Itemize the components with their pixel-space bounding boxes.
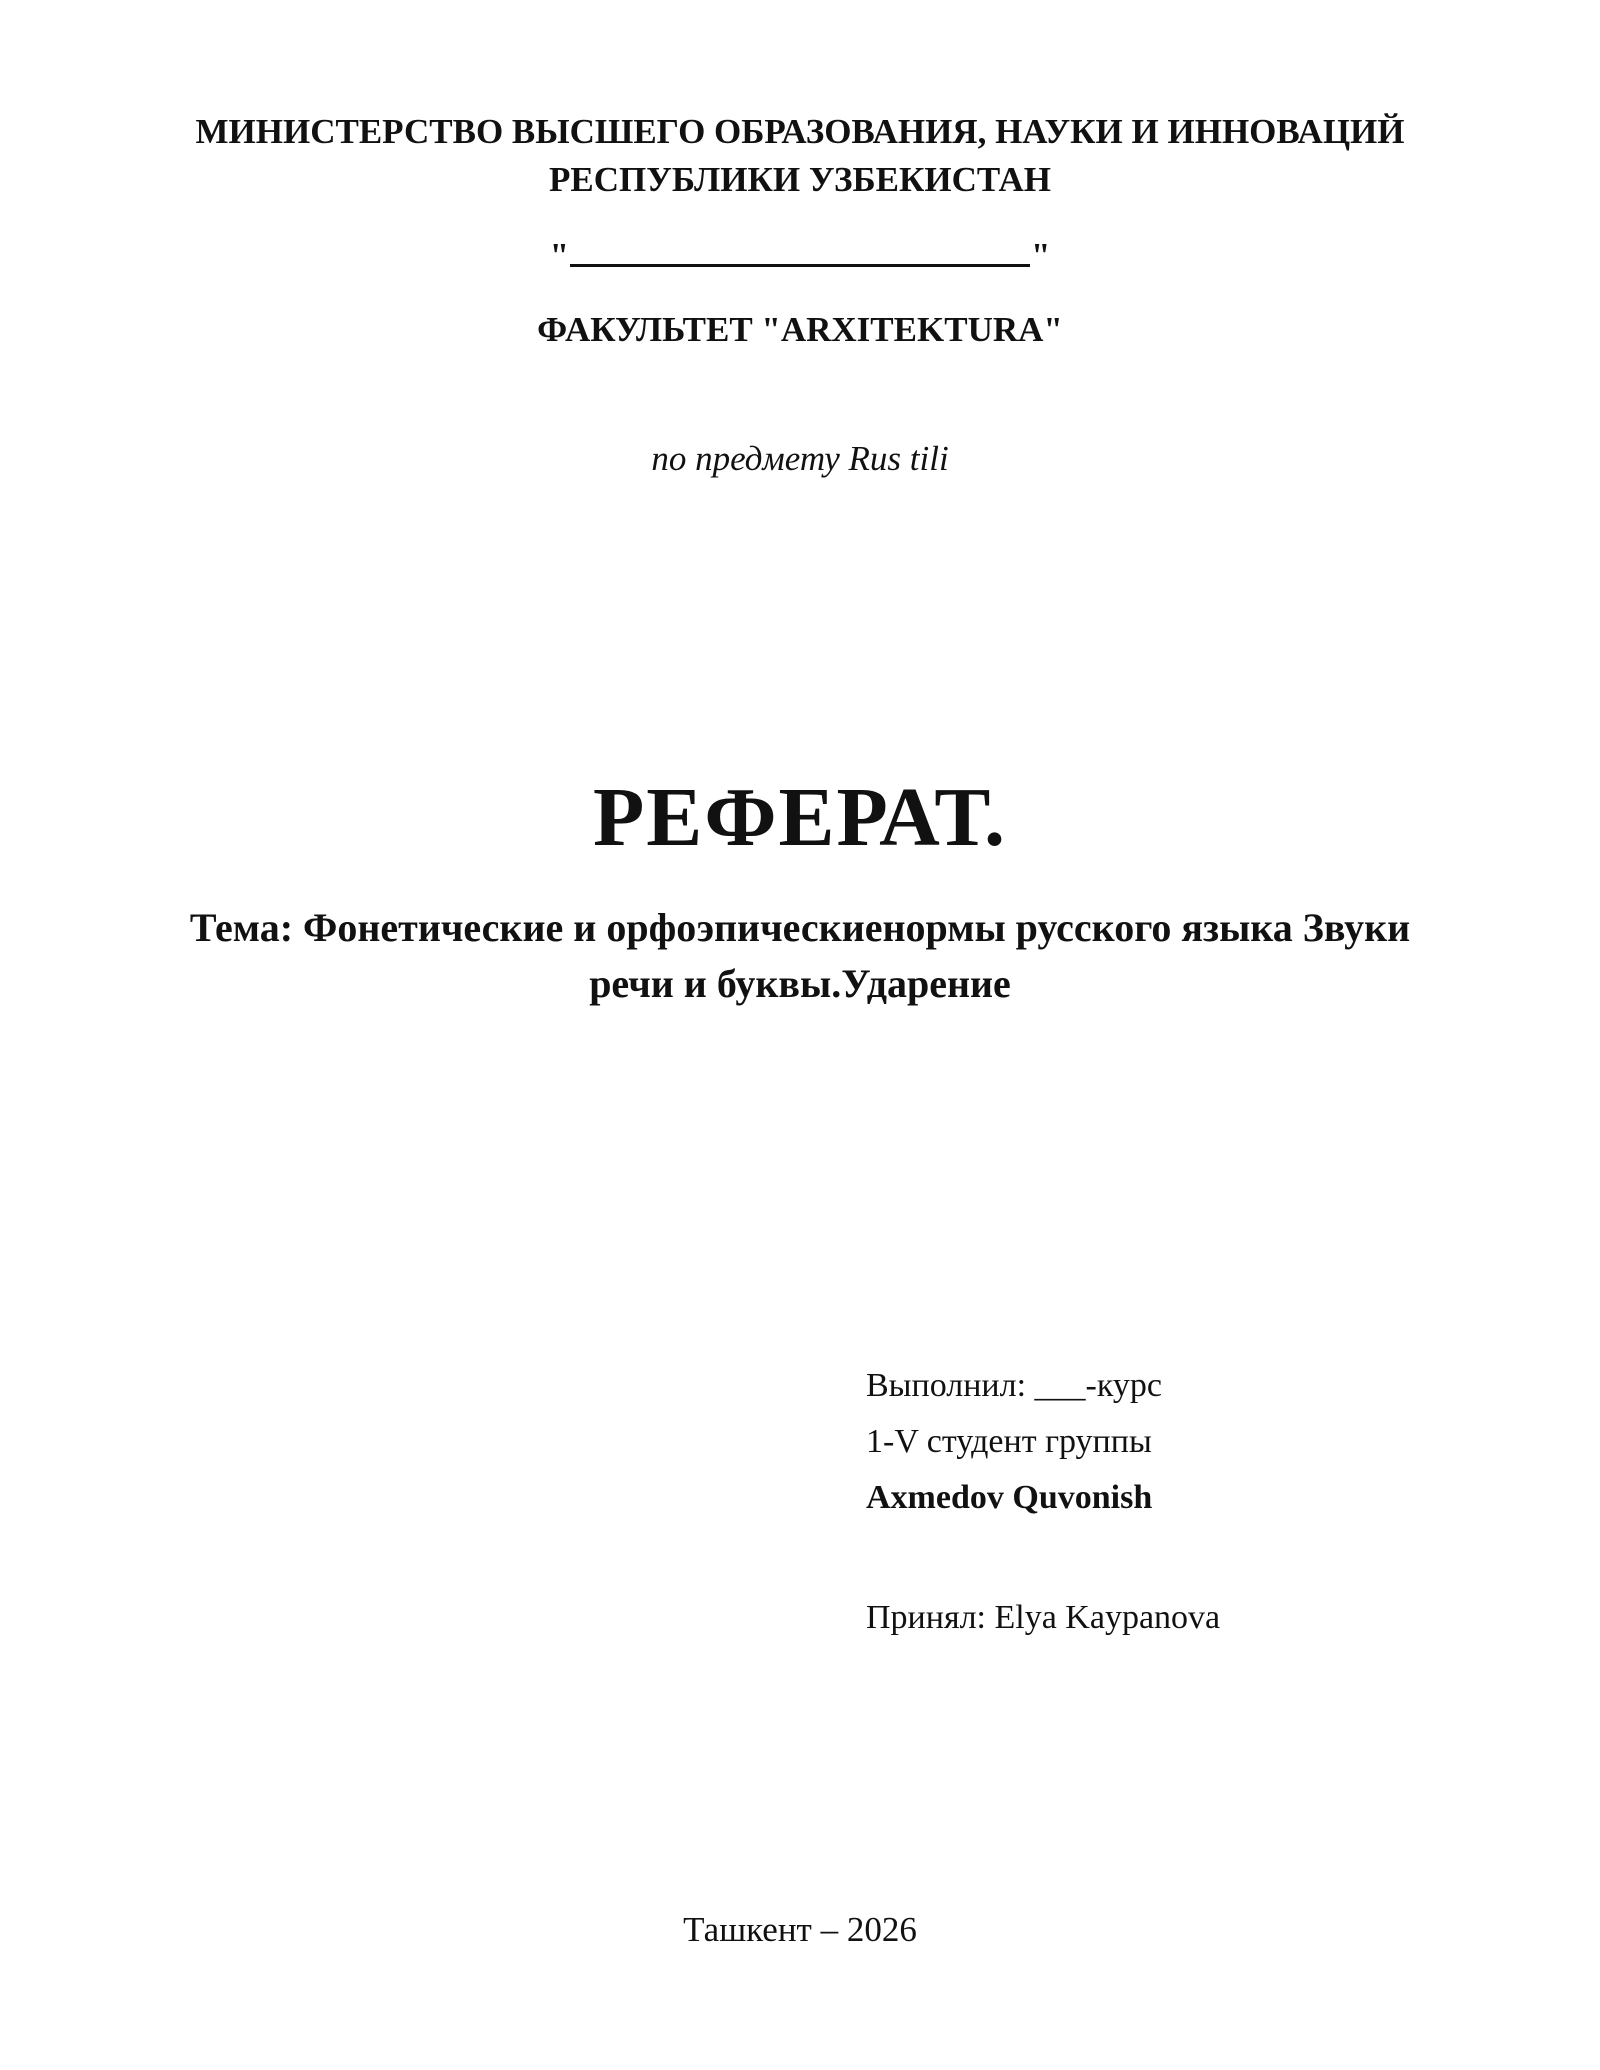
quote-open: " bbox=[549, 236, 569, 275]
topic-line-1: Тема: Фонетические и орфоэпическиенормы русского языка Звуки bbox=[189, 905, 1411, 950]
subject-line: по предмету Rus tili bbox=[651, 439, 949, 478]
university-blank bbox=[570, 228, 1030, 267]
topic-line-2: речи и буквы.Ударение bbox=[589, 961, 1011, 1006]
university-name-line bbox=[130, 228, 1470, 280]
document-title: РЕФЕРАТ. bbox=[593, 771, 1007, 864]
quote-close: " bbox=[1031, 236, 1051, 275]
performed-by: Выполнил: ___-курс bbox=[866, 1367, 1162, 1404]
student-group: 1-V студент группы bbox=[866, 1423, 1152, 1460]
topic-block bbox=[130, 900, 1470, 1012]
accepted-by: Принял: Elya Kaypanova bbox=[866, 1599, 1221, 1636]
student-name: Axmedov Quvonish bbox=[866, 1479, 1153, 1516]
faculty-name: ФАКУЛЬТЕТ "ARXITEKTURA" bbox=[537, 310, 1063, 349]
ministry-header bbox=[130, 108, 1470, 204]
city-year: Ташкент – 2026 bbox=[683, 1910, 917, 1949]
ministry-line-1: МИНИСТЕРСТВО ВЫСШЕГО ОБРАЗОВАНИЯ, НАУКИ И ИННОВАЦИЙ bbox=[195, 112, 1405, 151]
ministry-line-2: РЕСПУБЛИКИ УЗБЕКИСТАН bbox=[549, 160, 1051, 199]
